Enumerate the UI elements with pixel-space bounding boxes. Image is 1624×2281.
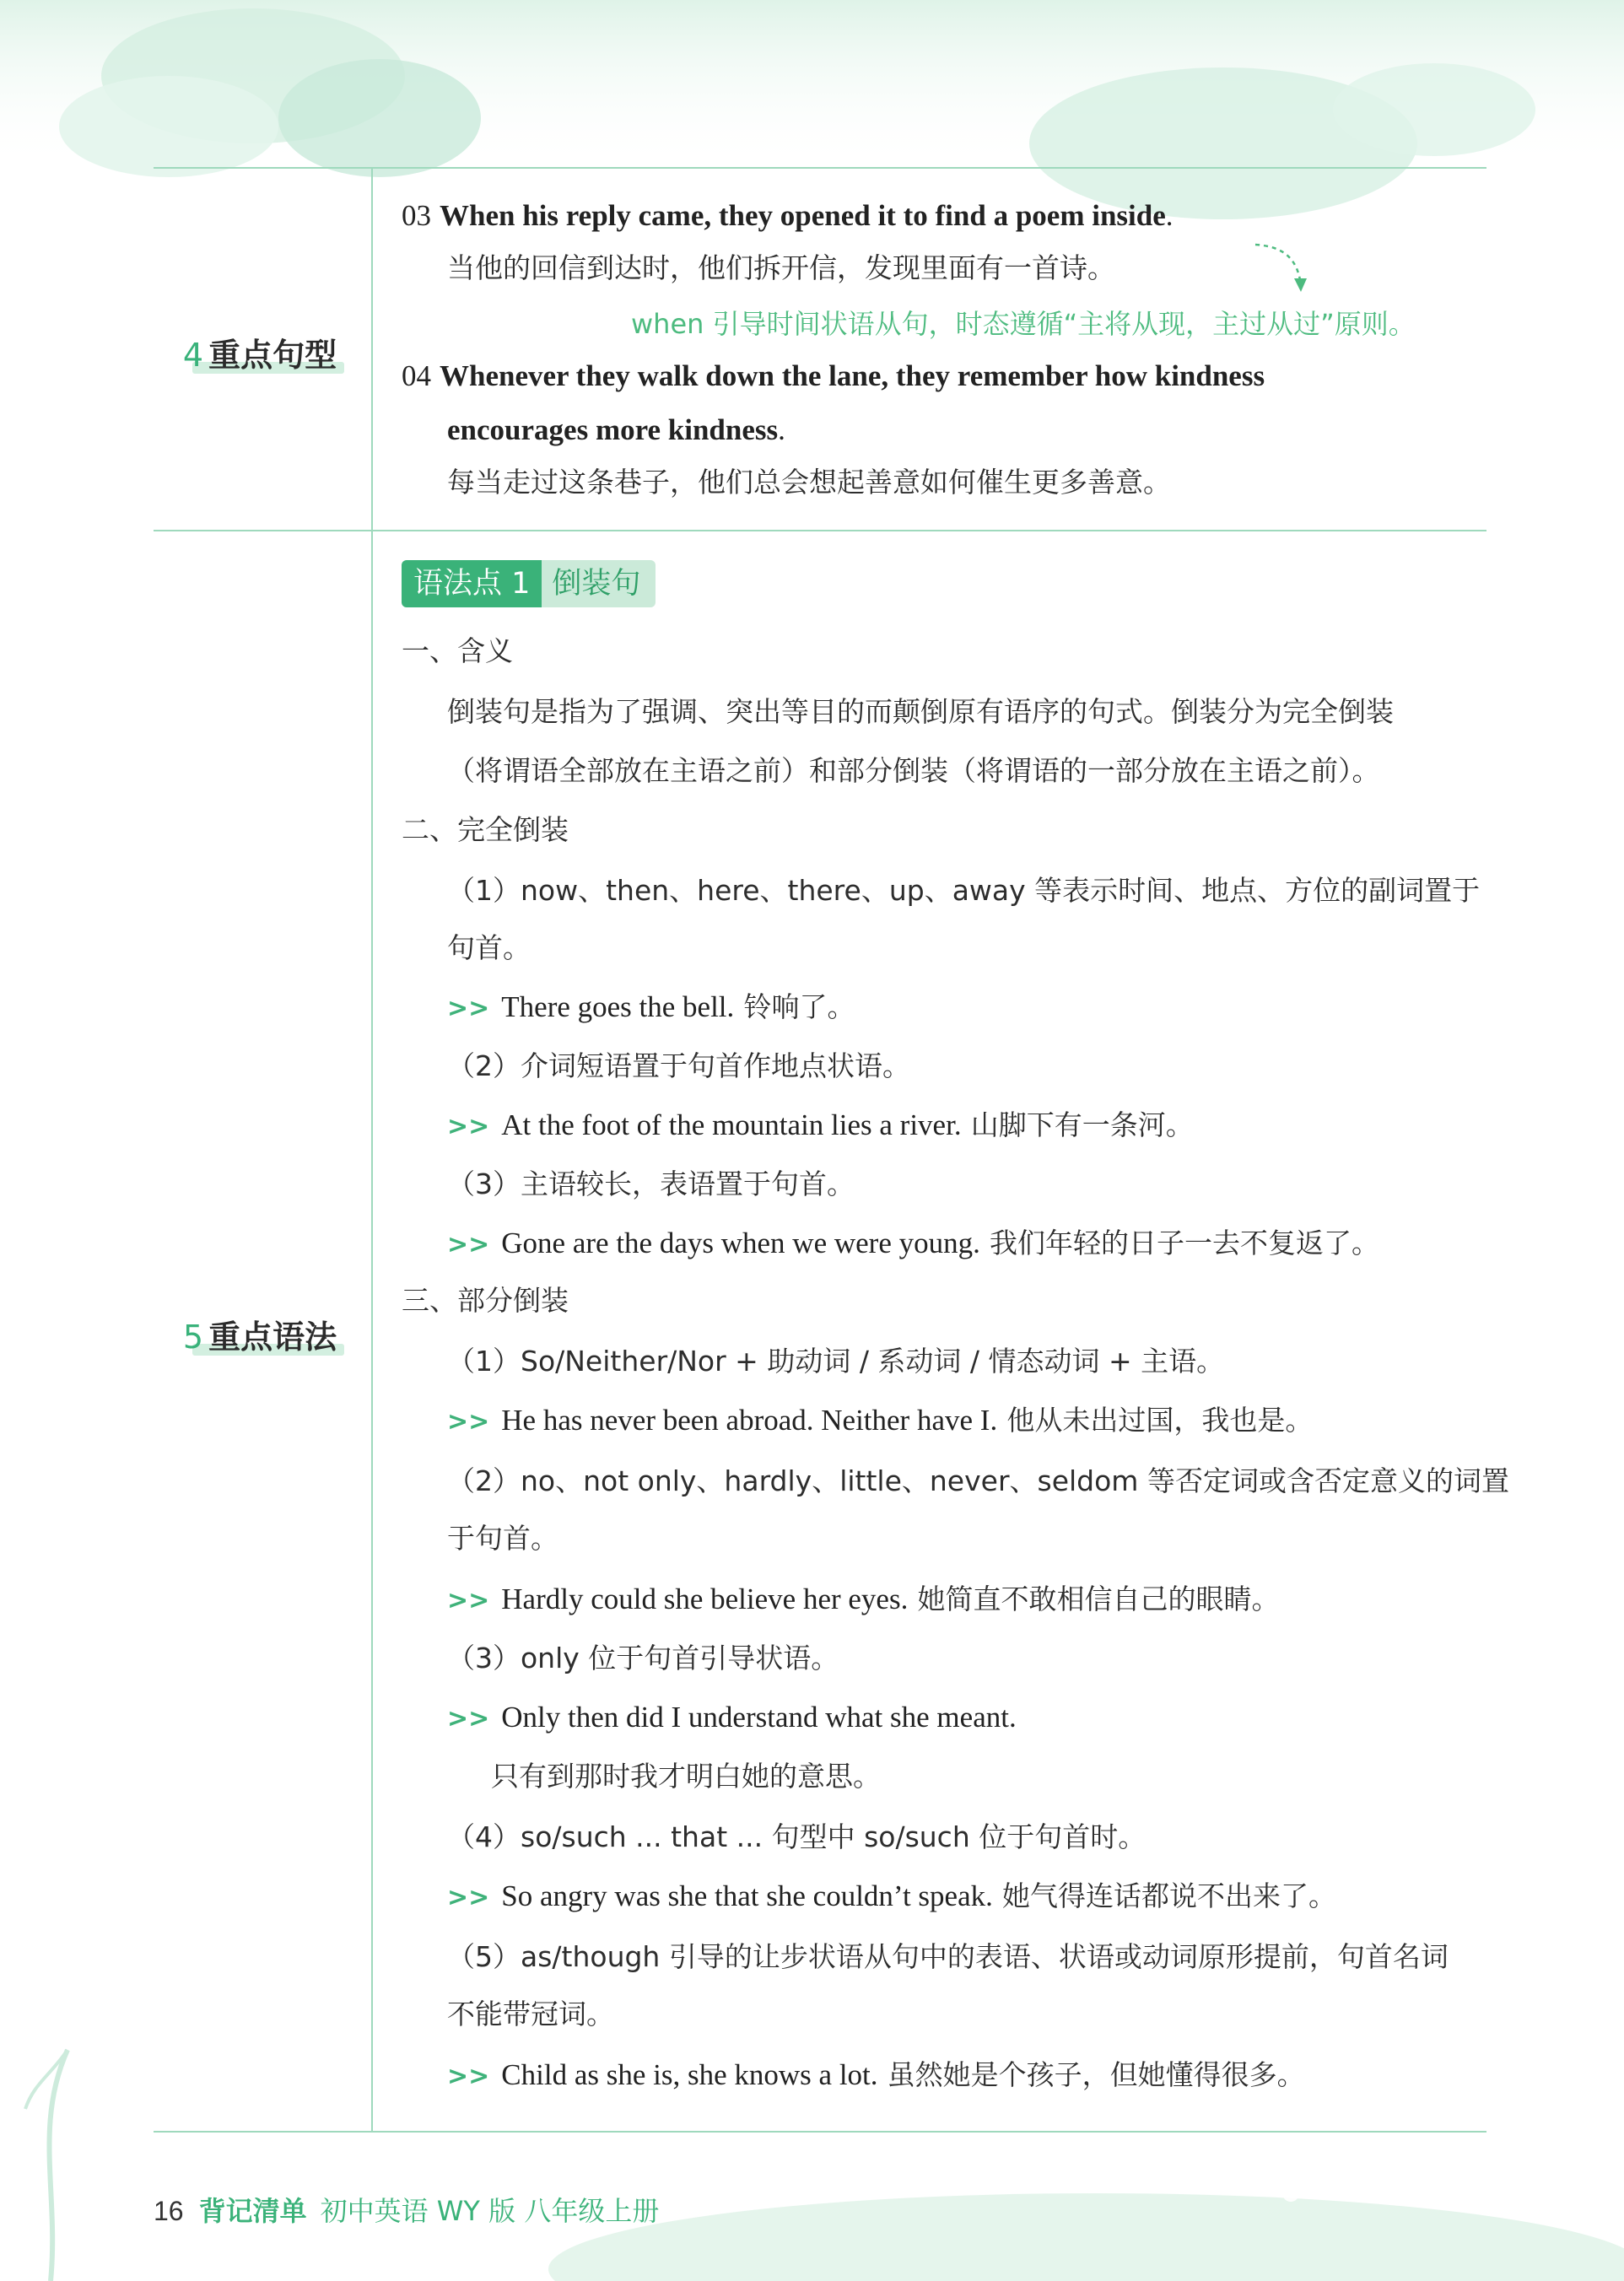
example-arrow-icon: >> bbox=[447, 1704, 490, 1734]
partial-example-3 bbox=[447, 1701, 1017, 1736]
partial-rule-5-line-1: （5）as/though 引导的让步状语从句中的表语、状语或动词原形提前，句首名词 bbox=[447, 1940, 1449, 1973]
badge-number: 语法点 1 bbox=[402, 560, 542, 607]
example-en: Child as she is, she knows a lot. bbox=[501, 2058, 878, 2091]
rule-3: （3）主语较长，表语置于句首。 bbox=[447, 1167, 855, 1200]
partial-rule-2-line-2: 于句首。 bbox=[447, 1522, 558, 1555]
rule-column bbox=[371, 167, 373, 2131]
definition-line-1: 倒装句是指为了强调、突出等目的而颠倒原有语序的句式。倒装分为完全倒装 bbox=[447, 695, 1394, 728]
example-en: Hardly could she believe her eyes. bbox=[501, 1583, 909, 1615]
grammar-note: when 引导时间状语从句，时态遵循“主将从现，主过从过”原则。 bbox=[631, 308, 1416, 340]
rule-1-line-1: （1）now、then、here、there、up、away 等表示时间、地点、方位的副词置于 bbox=[447, 874, 1481, 907]
example-zh: 他从未出过国，我也是。 bbox=[1006, 1404, 1314, 1437]
example-arrow-icon: >> bbox=[447, 1112, 490, 1141]
example-zh: 我们年轻的日子一去不复返了。 bbox=[990, 1227, 1379, 1259]
sentence-period: . bbox=[1165, 199, 1173, 232]
page-footer bbox=[154, 2190, 659, 2229]
example-arrow-icon: >> bbox=[447, 1883, 490, 1912]
sentence-period: . bbox=[778, 413, 785, 446]
page-number: 16 bbox=[154, 2196, 184, 2226]
sentence-number: 03 bbox=[402, 199, 431, 232]
rule-middle bbox=[154, 530, 1486, 531]
footer-book-title: 初中英语 WY 版 八年级上册 bbox=[320, 2195, 660, 2227]
partial-rule-4: （4）so/such ... that ... 句型中 so/such 位于句首时。 bbox=[447, 1820, 1147, 1853]
example-en: So angry was she that she couldn’t speak. bbox=[501, 1879, 993, 1912]
sentence-03-translation: 当他的回信到达时，他们拆开信，发现里面有一首诗。 bbox=[447, 251, 1115, 284]
partial-rule-2-line-1: （2）no、not only、hardly、little、never、seldom 等否定词或含否定意义的词置 bbox=[447, 1464, 1509, 1497]
section-title: 重点句型 bbox=[208, 337, 337, 374]
section-number: 5 bbox=[182, 1318, 204, 1356]
example-arrow-icon: >> bbox=[447, 1230, 490, 1259]
section-number: 4 bbox=[182, 337, 204, 374]
footer-brand: 背记清单 bbox=[198, 2195, 307, 2227]
heading-full-inversion: 二、完全倒装 bbox=[402, 813, 569, 846]
example-1 bbox=[447, 990, 855, 1026]
example-zh: 她简直不敢相信自己的眼睛。 bbox=[917, 1583, 1280, 1615]
sentence-04 bbox=[402, 359, 1265, 393]
heading-meaning: 一、含义 bbox=[402, 634, 513, 667]
example-3 bbox=[447, 1227, 1379, 1262]
heading-partial-inversion: 三、部分倒装 bbox=[402, 1284, 569, 1317]
partial-example-1 bbox=[447, 1404, 1313, 1439]
badge-topic: 倒装句 bbox=[542, 560, 656, 607]
rule-top bbox=[154, 167, 1486, 169]
partial-example-5 bbox=[447, 2058, 1305, 2094]
partial-example-3-translation: 只有到那时我才明白她的意思。 bbox=[491, 1760, 881, 1793]
grammar-point-badge bbox=[402, 560, 656, 607]
sentence-03 bbox=[402, 199, 1173, 233]
sentence-en-line2: encourages more kindness bbox=[447, 413, 779, 446]
definition-line-2: （将谓语全部放在主语之前）和部分倒装（将谓语的一部分放在主语之前）。 bbox=[447, 754, 1380, 787]
example-2 bbox=[447, 1108, 1194, 1144]
sentence-en-line1: Whenever they walk down the lane, they remember how kindness bbox=[440, 359, 1265, 392]
rule-2: （2）介词短语置于句首作地点状语。 bbox=[447, 1049, 910, 1082]
example-arrow-icon: >> bbox=[447, 2062, 490, 2091]
example-en: Gone are the days when we were young. bbox=[501, 1227, 980, 1259]
partial-example-4 bbox=[447, 1879, 1336, 1915]
example-zh: 她气得连话都说不出来了。 bbox=[1002, 1879, 1336, 1912]
partial-rule-3: （3）only 位于句首引导状语。 bbox=[447, 1642, 839, 1674]
partial-example-2 bbox=[447, 1583, 1279, 1618]
example-zh: 虽然她是个孩子，但她懂得很多。 bbox=[887, 2058, 1305, 2091]
example-en: There goes the bell. bbox=[501, 990, 735, 1023]
sentence-04-translation: 每当走过这条巷子，他们总会想起善意如何催生更多善意。 bbox=[447, 466, 1171, 499]
note-arrow-icon bbox=[1254, 241, 1313, 300]
rule-1-line-2: 句首。 bbox=[447, 931, 531, 964]
example-zh: 山脚下有一条河。 bbox=[970, 1108, 1194, 1141]
example-arrow-icon: >> bbox=[447, 1586, 490, 1615]
example-en: Only then did I understand what she meant. bbox=[501, 1701, 1017, 1734]
sentence-en: When his reply came, they opened it to find a poem inside bbox=[440, 199, 1166, 232]
section-title: 重点语法 bbox=[208, 1318, 337, 1356]
example-arrow-icon: >> bbox=[447, 994, 490, 1023]
partial-rule-5-line-2: 不能带冠词。 bbox=[447, 1998, 614, 2030]
example-en: He has never been abroad. Neither have I. bbox=[501, 1404, 998, 1437]
example-arrow-icon: >> bbox=[447, 1407, 490, 1437]
sentence-number: 04 bbox=[402, 359, 431, 392]
section-5-label bbox=[167, 1311, 353, 1357]
sentence-04-cont bbox=[447, 413, 785, 447]
rule-bottom bbox=[154, 2131, 1486, 2133]
partial-rule-1: （1）So/Neither/Nor + 助动词 / 系动词 / 情态动词 + 主语。 bbox=[447, 1345, 1225, 1378]
section-4-label bbox=[167, 329, 353, 375]
example-zh: 铃响了。 bbox=[743, 990, 855, 1023]
example-en: At the foot of the mountain lies a river. bbox=[501, 1108, 962, 1141]
